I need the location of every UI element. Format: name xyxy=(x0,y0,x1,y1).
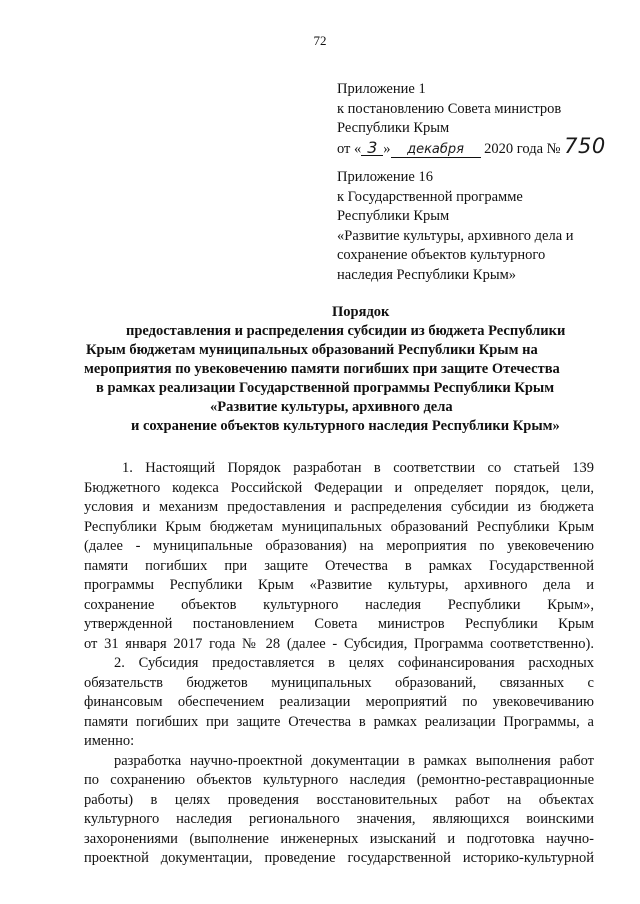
paragraph-2 xyxy=(84,654,594,752)
appendix-1-line: Республики Крым xyxy=(337,120,450,136)
text-line: именно: xyxy=(84,733,135,749)
text-line: культурного наследия регионального значения, являющихся воинскими xyxy=(84,811,594,827)
appendix-16-line: Приложение 16 xyxy=(337,169,433,185)
title-line: «Развитие культуры, архивного дела xyxy=(210,399,453,415)
appendix-1-line: к постановлению Совета министров xyxy=(337,100,562,117)
text-line: проектной документации, проведение государственной историко-культурной xyxy=(84,850,594,866)
document-body xyxy=(84,459,594,869)
text-line: финансовым обеспечением реализации мероприятий по увековечиванию xyxy=(84,694,594,710)
paragraph-1 xyxy=(84,459,594,654)
paragraph-3 xyxy=(84,752,594,869)
text-line: памяти погибших при защите Отечества в рамках Государственной xyxy=(84,557,594,574)
text-line: по сохранению объектов культурного наследия (ремонтно-реставрационные xyxy=(84,772,594,788)
text-line: от 31 января 2017 года № 28 (далее - Субсидия, Программа соответственно). xyxy=(84,635,594,652)
title-line: мероприятия по увековечению памяти погибших при защите Отечества xyxy=(84,361,560,377)
appendix-16-line: наследия Республики Крым» xyxy=(337,266,516,283)
title-line: предоставления и распределения субсидии из бюджета Республики xyxy=(126,323,566,339)
text-line: работы) в целях проведения восстановительных работ на объектах xyxy=(84,791,594,808)
date-prefix: от « xyxy=(337,140,362,157)
document-title xyxy=(0,303,640,436)
appendix-1-block xyxy=(337,80,627,159)
title-line: Крым бюджетам муниципальных образований Республики Крым на xyxy=(86,342,538,358)
title-heading: Порядок xyxy=(332,304,390,320)
text-line: 2. Субсидия предоставляется в целях софинансирования расходных xyxy=(114,655,594,671)
text-line: программы Республики Крым «Развитие культуры, архивного дела и xyxy=(84,577,594,593)
date-suffix: 2020 года № xyxy=(484,140,561,157)
text-line: 1. Настоящий Порядок разработан в соответствии со статьей 139 xyxy=(122,460,594,476)
appendix-1-line: Приложение 1 xyxy=(337,81,426,97)
date-mid: » xyxy=(383,140,391,157)
text-line: Бюджетного кодекса Российской Федерации и определяет порядок, цели, xyxy=(84,479,594,496)
text-line: памяти погибших при защите Отечества в рамках реализации Программы, а xyxy=(84,713,594,730)
handwritten-month: декабря xyxy=(391,143,481,158)
appendix-16-line: Республики Крым xyxy=(337,208,450,224)
appendix-16-line: сохранение объектов культурного xyxy=(337,247,546,263)
text-line: утвержденной постановлением Совета министров Республики Крым xyxy=(84,616,594,632)
title-line: и сохранение объектов культурного наследия Республики Крым» xyxy=(131,418,560,434)
appendix-16-line: «Развитие культуры, архивного дела и xyxy=(337,227,574,244)
resolution-date-line xyxy=(337,133,627,160)
title-line: в рамках реализации Государственной программы Республики Крым xyxy=(96,380,555,396)
text-line: Республики Крым бюджетам муниципальных образований Республики Крым xyxy=(84,518,594,535)
text-line: обязательств бюджетов муниципальных образований, связанных с xyxy=(84,674,594,691)
text-line: (далее - муниципальные образования) на мероприятия по увековечению xyxy=(84,538,594,554)
text-line: сохранение объектов культурного наследия Республики Крым», xyxy=(84,596,594,613)
handwritten-day: 3 xyxy=(361,141,383,156)
handwritten-number: 750 xyxy=(564,133,606,158)
appendix-16-block xyxy=(337,168,627,285)
appendix-16-line: к Государственной программе xyxy=(337,188,523,205)
text-line: условия и механизм предоставления и распределения субсидии из бюджета xyxy=(84,499,594,515)
text-line: разработка научно-проектной документации в рамках выполнения работ xyxy=(114,752,594,769)
text-line: захоронениями (выполнение инженерных изысканий и подготовка научно- xyxy=(84,830,594,847)
page-number: 72 xyxy=(313,33,327,48)
